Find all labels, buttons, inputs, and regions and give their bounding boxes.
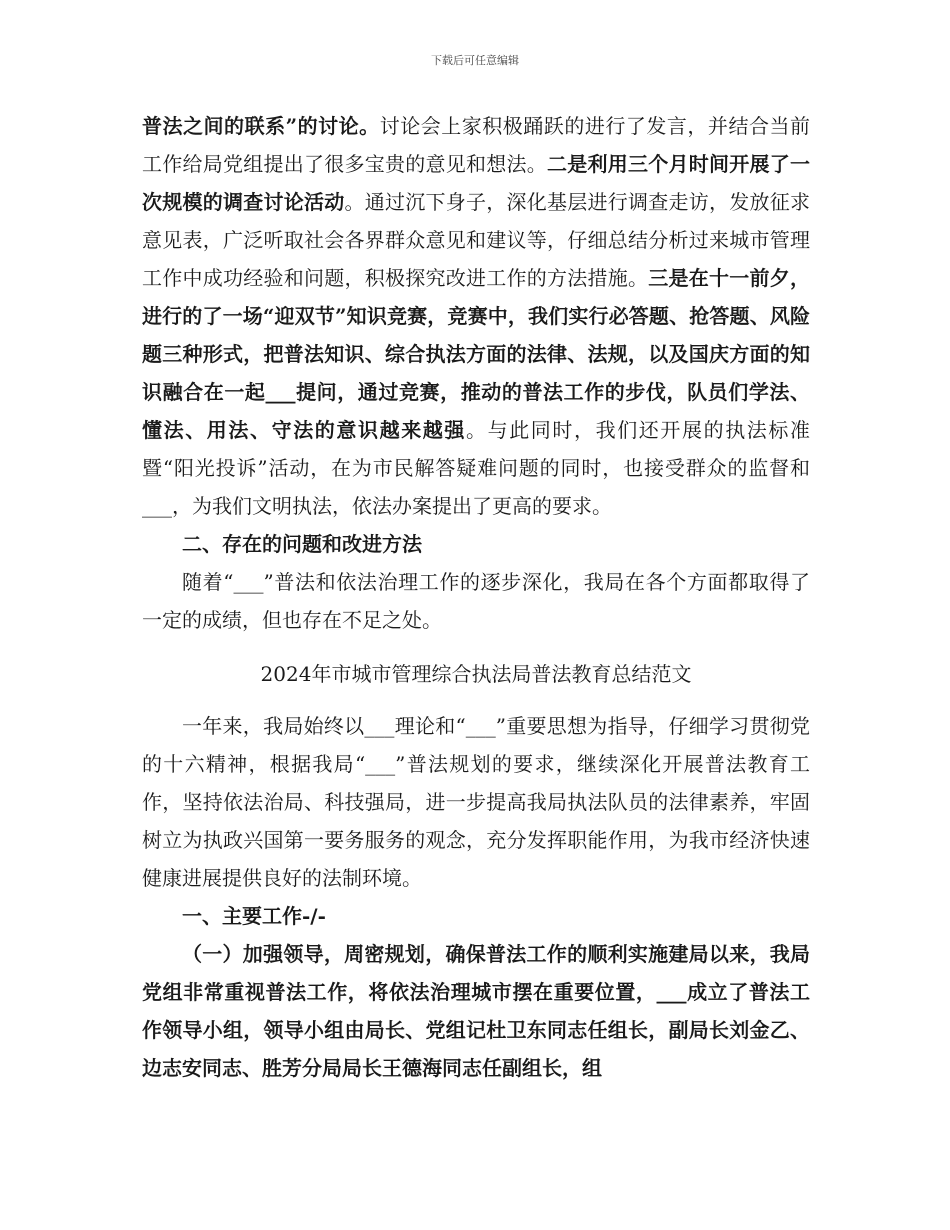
text-run: 。与此同时，我们还开展的执法标准暨“阳光投诉”活动，在为市民解答疑难问题的同时，也接受群众的监督和___，为我们文明执法，依法办案提出了更高的要求。: [142, 418, 810, 518]
header-note: 下载后可任意编辑: [431, 54, 519, 67]
section-heading-1: 一、主要工作-/-: [182, 904, 326, 928]
document-title: 2024年市城市管理综合执法局普法教育总结范文: [260, 662, 692, 686]
bold-run: 普法之间的联系”的讨论。: [142, 114, 380, 138]
document-body: [142, 107, 810, 1087]
text-run: 讨论会上家积极踊跃的进行了发言，并结合当前工作给局党组提出了很多宝贵的意见和想法。: [142, 114, 810, 176]
bold-run: 三是在十一前夕，进行的了一场“迎双节”知识竞赛，竞赛中，我们实行必答题、抢答题、风险题三种形式，把普法知识、综合执法方面的法律、法规，以及国庆方面的知识融合在一起___提问，通过竞赛，推动的普法工作的步伐，队员们学法、懂法、用法、守法的意识越来越强: [142, 266, 810, 442]
paragraph-4: （一）加强领导，周密规划，确保普法工作的顺利实施建局以来，我局党组非常重视普法工作，将依法治理城市摆在重要位置，___成立了普法工作领导小组，领导小组由局长、党组记杜卫东同志任组长，副局长刘金乙、边志安同志、胜芳分局局长王德海同志任副组长，组: [142, 942, 810, 1080]
paragraph-2: 随着“___”普法和依法治理工作的逐步深化，我局在各个方面都取得了一定的成绩，但也存在不足之处。: [142, 570, 810, 632]
section-heading-2: 二、存在的问题和改进方法: [182, 532, 422, 556]
text-run: 。通过沉下身子，深化基层进行调查走访，发放征求意见表，广泛听取社会各界群众意见和建议等，仔细总结分析过来城市管理工作中成功经验和问题，积极探究改进工作的方法措施。: [142, 190, 810, 290]
paragraph-1: [142, 107, 810, 525]
bold-run: 二是利用三个月时间开展了一次规模的调查讨论活动: [142, 152, 810, 214]
paragraph-3: 一年来，我局始终以___理论和“___”重要思想为指导，仔细学习贯彻党的十六精神，根据我局“___”普法规划的要求，继续深化开展普法教育工作，坚持依法治局、科技强局，进一步提高我局执法队员的法律素养，牢固树立为执政兴国第一要务服务的观念，充分发挥职能作用，为我市经济快速健康进展提供良好的法制环境。: [142, 714, 810, 890]
